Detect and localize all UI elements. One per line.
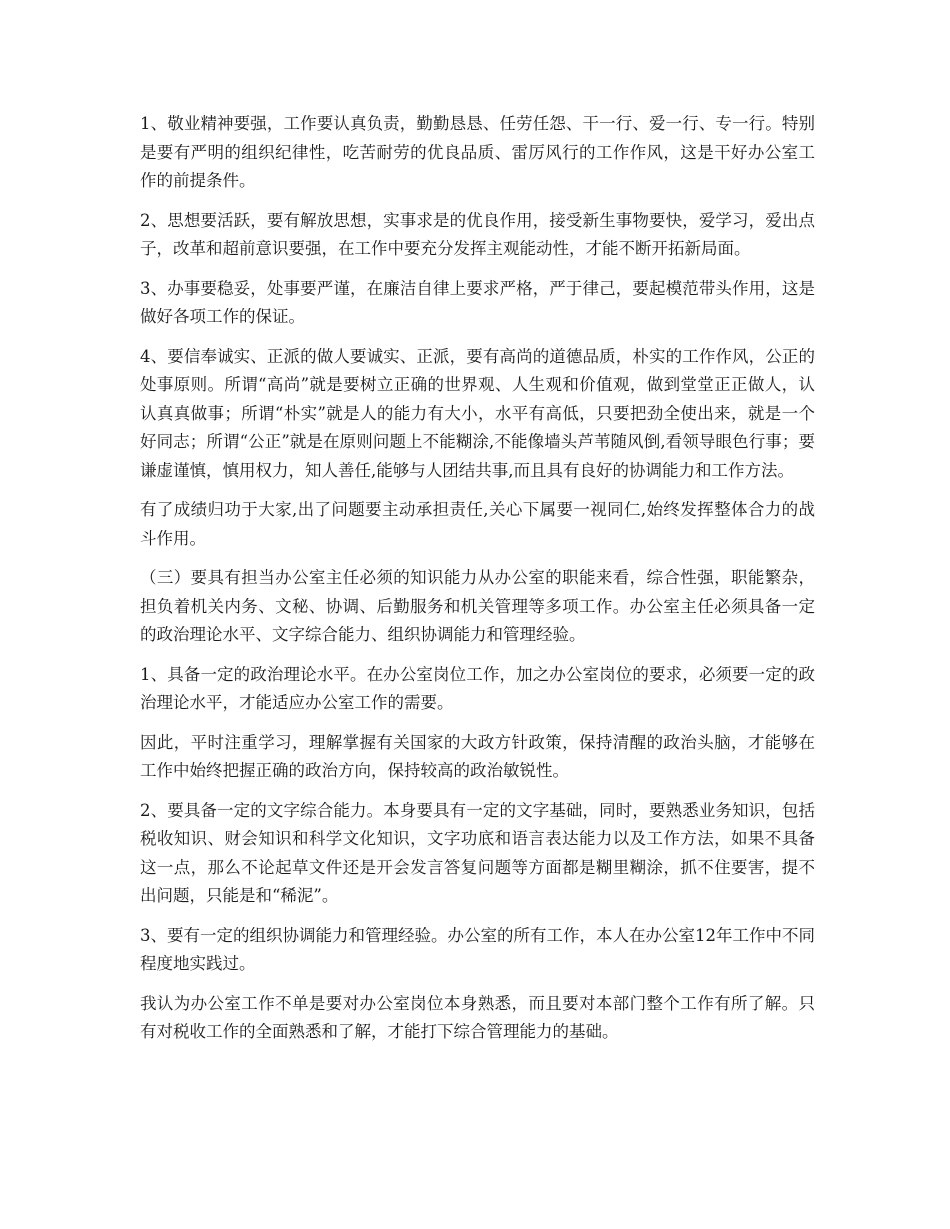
paragraph-3: 3、办事要稳妥，处事要严谨，在廉洁自律上要求严格，严于律己，要起模范带头作用，这是做好各项工作的保证。	[140, 278, 815, 326]
paragraph-1: 1、敬业精神要强，工作要认真负责，勤勤恳恳、任劳任怨、干一行、爱一行、专一行。特别是要有严明的组织纪律性，吃苦耐劳的优良品质、雷厉风行的工作作风，这是干好办公室工作的前提条件。	[140, 114, 815, 190]
paragraph-5: 有了成绩归功于大家,出了问题要主动承担责任,关心下属要一视同仁,始终发挥整体合力的战斗作用。	[140, 500, 815, 548]
paragraph-6: （三）要具有担当办公室主任必须的知识能力从办公室的职能来看，综合性强，职能繁杂，担负着机关内务、文秘、协调、后勤服务和机关管理等多项工作。办公室主任必须具备一定的政治理论水平、文字综合能力、组织协调能力和管理经验。	[140, 568, 815, 644]
paragraph-8: 因此，平时注重学习，理解掌握有关国家的大政方针政策，保持清醒的政治头脑，才能够在工作中始终把握正确的政治方向，保持较高的政治敏锐性。	[140, 732, 815, 780]
paragraph-2: 2、思想要活跃，要有解放思想，实事求是的优良作用，接受新生事物要快，爱学习，爱出点子，改革和超前意识要强，在工作中要充分发挥主观能动性，才能不断开拓新局面。	[140, 210, 815, 258]
paragraph-11: 我认为办公室工作不单是要对办公室岗位本身熟悉，而且要对本部门整个工作有所了解。只有对税收工作的全面熟悉和了解，才能打下综合管理能力的基础。	[140, 993, 815, 1041]
paragraph-10: 3、要有一定的组织协调能力和管理经验。办公室的所有工作，本人在办公室12年工作中不同程度地实践过。	[140, 925, 815, 973]
paragraph-9: 2、要具备一定的文字综合能力。本身要具有一定的文字基础，同时，要熟悉业务知识，包括税收知识、财会知识和科学文化知识，文字功底和语言表达能力以及工作方法，如果不具备这一点，那么不论起草文件还是开会发言答复问题等方面都是糊里糊涂，抓不住要害，提不出问题，只能是和“稀泥”。	[140, 800, 815, 905]
document-body	[140, 110, 815, 1058]
paragraph-7: 1、具备一定的政治理论水平。在办公室岗位工作，加之办公室岗位的要求，必须要一定的政治理论水平，才能适应办公室工作的需要。	[140, 664, 815, 712]
paragraph-4: 4、要信奉诚实、正派的做人要诚实、正派，要有高尚的道德品质，朴实的工作作风，公正的处事原则。所谓“高尚”就是要树立正确的世界观、人生观和价值观，做到堂堂正正做人，认认真真做事；所谓“朴实”就是人的能力有大小，水平有高低，只要把劲全使出来，就是一个好同志；所谓“公正”就是在原则问题上不能糊涂,不能像墙头芦苇随风倒,看领导眼色行事；要谦虚谨慎，慎用权力，知人善任,能够与人团结共事,而且具有良好的协调能力和工作方法。	[140, 346, 815, 480]
